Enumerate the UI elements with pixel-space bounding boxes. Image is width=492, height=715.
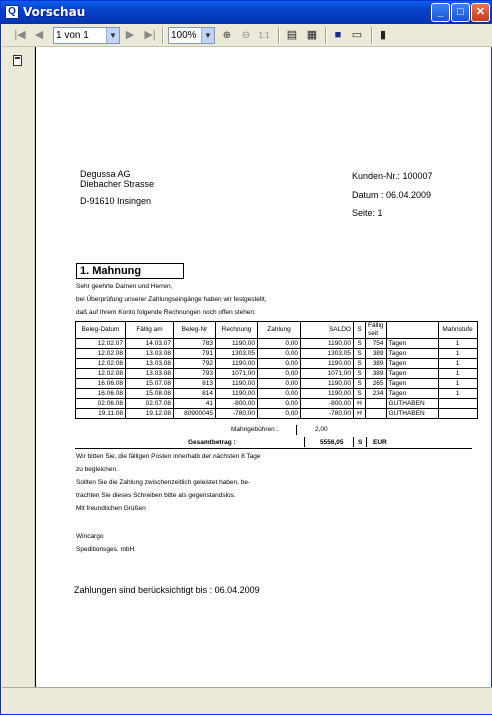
table-cell: 80900045 bbox=[174, 409, 216, 419]
total-rule bbox=[75, 448, 472, 449]
table-cell: 792 bbox=[174, 359, 216, 369]
table-cell: H bbox=[354, 409, 366, 419]
table-cell: 1190,00 bbox=[301, 359, 354, 369]
table-cell: 1 bbox=[438, 379, 477, 389]
body-line: zu begleichen. bbox=[76, 466, 118, 473]
table-cell: S bbox=[354, 389, 366, 399]
table-cell: 1303,05 bbox=[216, 349, 258, 359]
table-cell: 783 bbox=[174, 339, 216, 349]
table-cell: 1190,00 bbox=[301, 379, 354, 389]
table-cell: 1 bbox=[438, 369, 477, 379]
table-cell bbox=[366, 399, 387, 409]
table-cell: 19.11.08 bbox=[76, 409, 126, 419]
printer-icon[interactable]: ▤ bbox=[286, 29, 298, 41]
actual-size-icon[interactable]: 1:1 bbox=[258, 31, 270, 40]
table-cell bbox=[438, 409, 477, 419]
sender-line: Speditionsges. mbH bbox=[76, 546, 135, 553]
toolbar-separator bbox=[371, 27, 373, 44]
table-cell: Tagen bbox=[386, 339, 438, 349]
table-cell: 0,00 bbox=[258, 349, 301, 359]
column-header: Beleg-Datum bbox=[76, 322, 126, 339]
table-cell: 13.03.08 bbox=[126, 369, 174, 379]
zoom-in-icon[interactable]: ⊕ bbox=[222, 30, 232, 41]
table-cell: 1190,00 bbox=[301, 389, 354, 399]
page-thumbnail-icon[interactable] bbox=[13, 55, 22, 66]
table-cell: 02.07.08 bbox=[126, 399, 174, 409]
close-button[interactable]: ✕ bbox=[471, 3, 490, 22]
letter-date: Datum : 06.04.2009 bbox=[352, 190, 432, 200]
table-cell: Tagen bbox=[386, 379, 438, 389]
table-cell: 1303,05 bbox=[301, 349, 354, 359]
table-cell: -780,00 bbox=[301, 409, 354, 419]
table-cell: 754 bbox=[366, 339, 387, 349]
column-header: Rechnung bbox=[216, 322, 258, 339]
customer-number: Kunden-Nr.: 100007 bbox=[352, 171, 433, 181]
table-cell: 1190,00 bbox=[216, 359, 258, 369]
table-cell: 1190,00 bbox=[216, 389, 258, 399]
table-cell: 12.02.08 bbox=[76, 349, 126, 359]
table-cell: 16.06.08 bbox=[76, 389, 126, 399]
table-row bbox=[76, 379, 478, 389]
previous-page-icon[interactable]: ◀ bbox=[34, 29, 44, 41]
table-row bbox=[76, 409, 478, 419]
table-cell: 14.03.07 bbox=[126, 339, 174, 349]
letter-heading: 1. Mahnung bbox=[76, 263, 184, 279]
table-cell: 19.12.08 bbox=[126, 409, 174, 419]
table-cell: 16.06.08 bbox=[76, 379, 126, 389]
table-cell: 1190,00 bbox=[216, 379, 258, 389]
table-cell: -800,00 bbox=[216, 399, 258, 409]
table-row bbox=[76, 369, 478, 379]
toolbar bbox=[2, 24, 492, 47]
table-cell: 1 bbox=[438, 349, 477, 359]
table-row bbox=[76, 389, 478, 399]
total-value: 5556,05 bbox=[320, 439, 344, 446]
column-header: Mahnstufe bbox=[438, 322, 477, 339]
toolbar-separator bbox=[278, 27, 280, 44]
table-cell: -800,00 bbox=[301, 399, 354, 409]
total-divider bbox=[353, 437, 354, 447]
minimize-button[interactable]: _ bbox=[431, 3, 450, 22]
toolbar-separator bbox=[162, 27, 164, 44]
first-page-icon[interactable]: |◀ bbox=[14, 29, 26, 41]
table-cell: GUTHABEN bbox=[386, 399, 438, 409]
zoom-out-icon[interactable]: ⊖ bbox=[241, 30, 251, 41]
table-row bbox=[76, 349, 478, 359]
app-icon[interactable]: Q bbox=[5, 5, 19, 19]
maximize-button[interactable]: □ bbox=[451, 3, 470, 22]
table-cell: 814 bbox=[174, 389, 216, 399]
chevron-down-icon[interactable]: ▼ bbox=[201, 28, 214, 43]
table-cell: 0,00 bbox=[258, 339, 301, 349]
table-cell: 0,00 bbox=[258, 409, 301, 419]
toolbar-separator bbox=[325, 27, 327, 44]
document-page bbox=[35, 47, 491, 687]
table-row bbox=[76, 359, 478, 369]
table-cell: 15.08.08 bbox=[126, 389, 174, 399]
table-cell: S bbox=[354, 379, 366, 389]
thumbnail-sidebar bbox=[2, 47, 35, 687]
table-cell: 0,00 bbox=[258, 359, 301, 369]
table-cell: 13.03.08 bbox=[126, 349, 174, 359]
table-cell: 234 bbox=[366, 389, 387, 399]
table-cell: 813 bbox=[174, 379, 216, 389]
title-bar[interactable] bbox=[1, 1, 491, 24]
save-icon[interactable]: ■ bbox=[334, 29, 342, 41]
table-cell bbox=[366, 409, 387, 419]
last-page-icon[interactable]: ▶| bbox=[144, 29, 156, 41]
total-divider bbox=[304, 437, 305, 447]
table-cell: 1071,00 bbox=[301, 369, 354, 379]
column-header: Fällig am bbox=[126, 322, 174, 339]
table-cell: 1 bbox=[438, 359, 477, 369]
table-cell: 389 bbox=[366, 349, 387, 359]
currency: EUR bbox=[373, 439, 387, 446]
address-line: Diebacher Strasse bbox=[80, 179, 155, 189]
column-header: Beleg-Nr bbox=[174, 322, 216, 339]
table-cell: 1071,00 bbox=[216, 369, 258, 379]
intro-line: bei Überprüfung unserer Zahlungseingänge haben wir festgestellt, bbox=[76, 296, 267, 303]
table-cell: 12.02.08 bbox=[76, 369, 126, 379]
table-row bbox=[76, 399, 478, 409]
sender-line: Wincargo bbox=[76, 533, 104, 540]
page-select-value: 1 von 1 bbox=[56, 30, 89, 41]
table-cell: H bbox=[354, 399, 366, 409]
page-setup-icon[interactable]: ▭ bbox=[351, 29, 363, 41]
table-cell: 12.02.08 bbox=[76, 359, 126, 369]
body-line: Sollten Sie die Zahlung zwischenzeitlich geleistet haben, be- bbox=[76, 479, 251, 486]
table-cell bbox=[438, 399, 477, 409]
table-cell: S bbox=[354, 349, 366, 359]
table-cell: Tagen bbox=[386, 389, 438, 399]
zoom-select[interactable] bbox=[168, 27, 215, 44]
table-cell: 12.02.07 bbox=[76, 339, 126, 349]
payments-note: Zahlungen sind berücksichtigt bis : 06.04.2009 bbox=[74, 585, 260, 595]
table-cell: 389 bbox=[366, 359, 387, 369]
table-cell: 791 bbox=[174, 349, 216, 359]
table-cell: 02.06.08 bbox=[76, 399, 126, 409]
page-number: Seite: 1 bbox=[352, 208, 383, 218]
chevron-down-icon[interactable]: ▼ bbox=[106, 28, 119, 43]
bookmark-icon[interactable]: ▮ bbox=[379, 29, 387, 41]
intro-line: Sehr geehrte Damen und Herren, bbox=[76, 283, 173, 290]
table-cell: 389 bbox=[366, 369, 387, 379]
table-cell: -780,00 bbox=[216, 409, 258, 419]
intro-line: daß auf Ihrem Konto folgende Rechnungen noch offen stehen: bbox=[76, 309, 256, 316]
table-cell: 793 bbox=[174, 369, 216, 379]
window-title: Vorschau bbox=[23, 5, 86, 19]
table-cell: Tagen bbox=[386, 369, 438, 379]
total-side: S bbox=[358, 439, 363, 446]
invoice-table bbox=[75, 321, 478, 419]
table-cell: Tagen bbox=[386, 359, 438, 369]
table-header-row bbox=[76, 322, 478, 339]
fees-divider bbox=[296, 425, 297, 435]
table-cell: 0,00 bbox=[258, 369, 301, 379]
column-header: SALDO bbox=[301, 322, 354, 339]
address-line: D-91610 Insingen bbox=[80, 196, 152, 206]
table-cell: 41 bbox=[174, 399, 216, 409]
table-cell: 0,00 bbox=[258, 389, 301, 399]
table-cell: 1 bbox=[438, 389, 477, 399]
column-header: Zahlung bbox=[258, 322, 301, 339]
table-row bbox=[76, 339, 478, 349]
fees-label: Mahngebühren : bbox=[231, 426, 279, 433]
page-select[interactable] bbox=[53, 27, 120, 44]
table-cell: 1190,00 bbox=[301, 339, 354, 349]
body-line: trachten Sie dieses Schreiben bitte als gegenstandslos. bbox=[76, 492, 236, 499]
table-cell: 13.03.08 bbox=[126, 359, 174, 369]
address-line: Degussa AG bbox=[80, 169, 131, 179]
column-header: S bbox=[354, 322, 366, 339]
table-cell: S bbox=[354, 359, 366, 369]
table-cell: 1 bbox=[438, 339, 477, 349]
next-page-icon[interactable]: ▶ bbox=[125, 29, 135, 41]
table-cell: GUTHABEN bbox=[386, 409, 438, 419]
zoom-select-value: 100% bbox=[171, 30, 197, 41]
table-cell: S bbox=[354, 369, 366, 379]
body-line: Mit freundlichen Grüßen bbox=[76, 505, 146, 512]
table-cell: 0,00 bbox=[258, 399, 301, 409]
table-cell: 0,00 bbox=[258, 379, 301, 389]
column-header: Fällig seit bbox=[366, 322, 387, 339]
table-cell: 15.07.08 bbox=[126, 379, 174, 389]
preview-viewport[interactable] bbox=[35, 47, 491, 687]
table-cell: 265 bbox=[366, 379, 387, 389]
column-header bbox=[386, 322, 438, 339]
status-bar bbox=[2, 687, 492, 714]
table-cell: Tagen bbox=[386, 349, 438, 359]
total-label: Gesamtbetrag : bbox=[188, 439, 236, 446]
body-line: Wir bitten Sie, die fälligen Posten innerhalb der nächsten 8 Tage bbox=[76, 453, 261, 460]
table-cell: S bbox=[354, 339, 366, 349]
table-cell: 1190,00 bbox=[216, 339, 258, 349]
print-setup-icon[interactable]: ▦ bbox=[306, 29, 318, 41]
fees-value: 2,00 bbox=[315, 426, 328, 433]
total-divider bbox=[366, 437, 367, 447]
